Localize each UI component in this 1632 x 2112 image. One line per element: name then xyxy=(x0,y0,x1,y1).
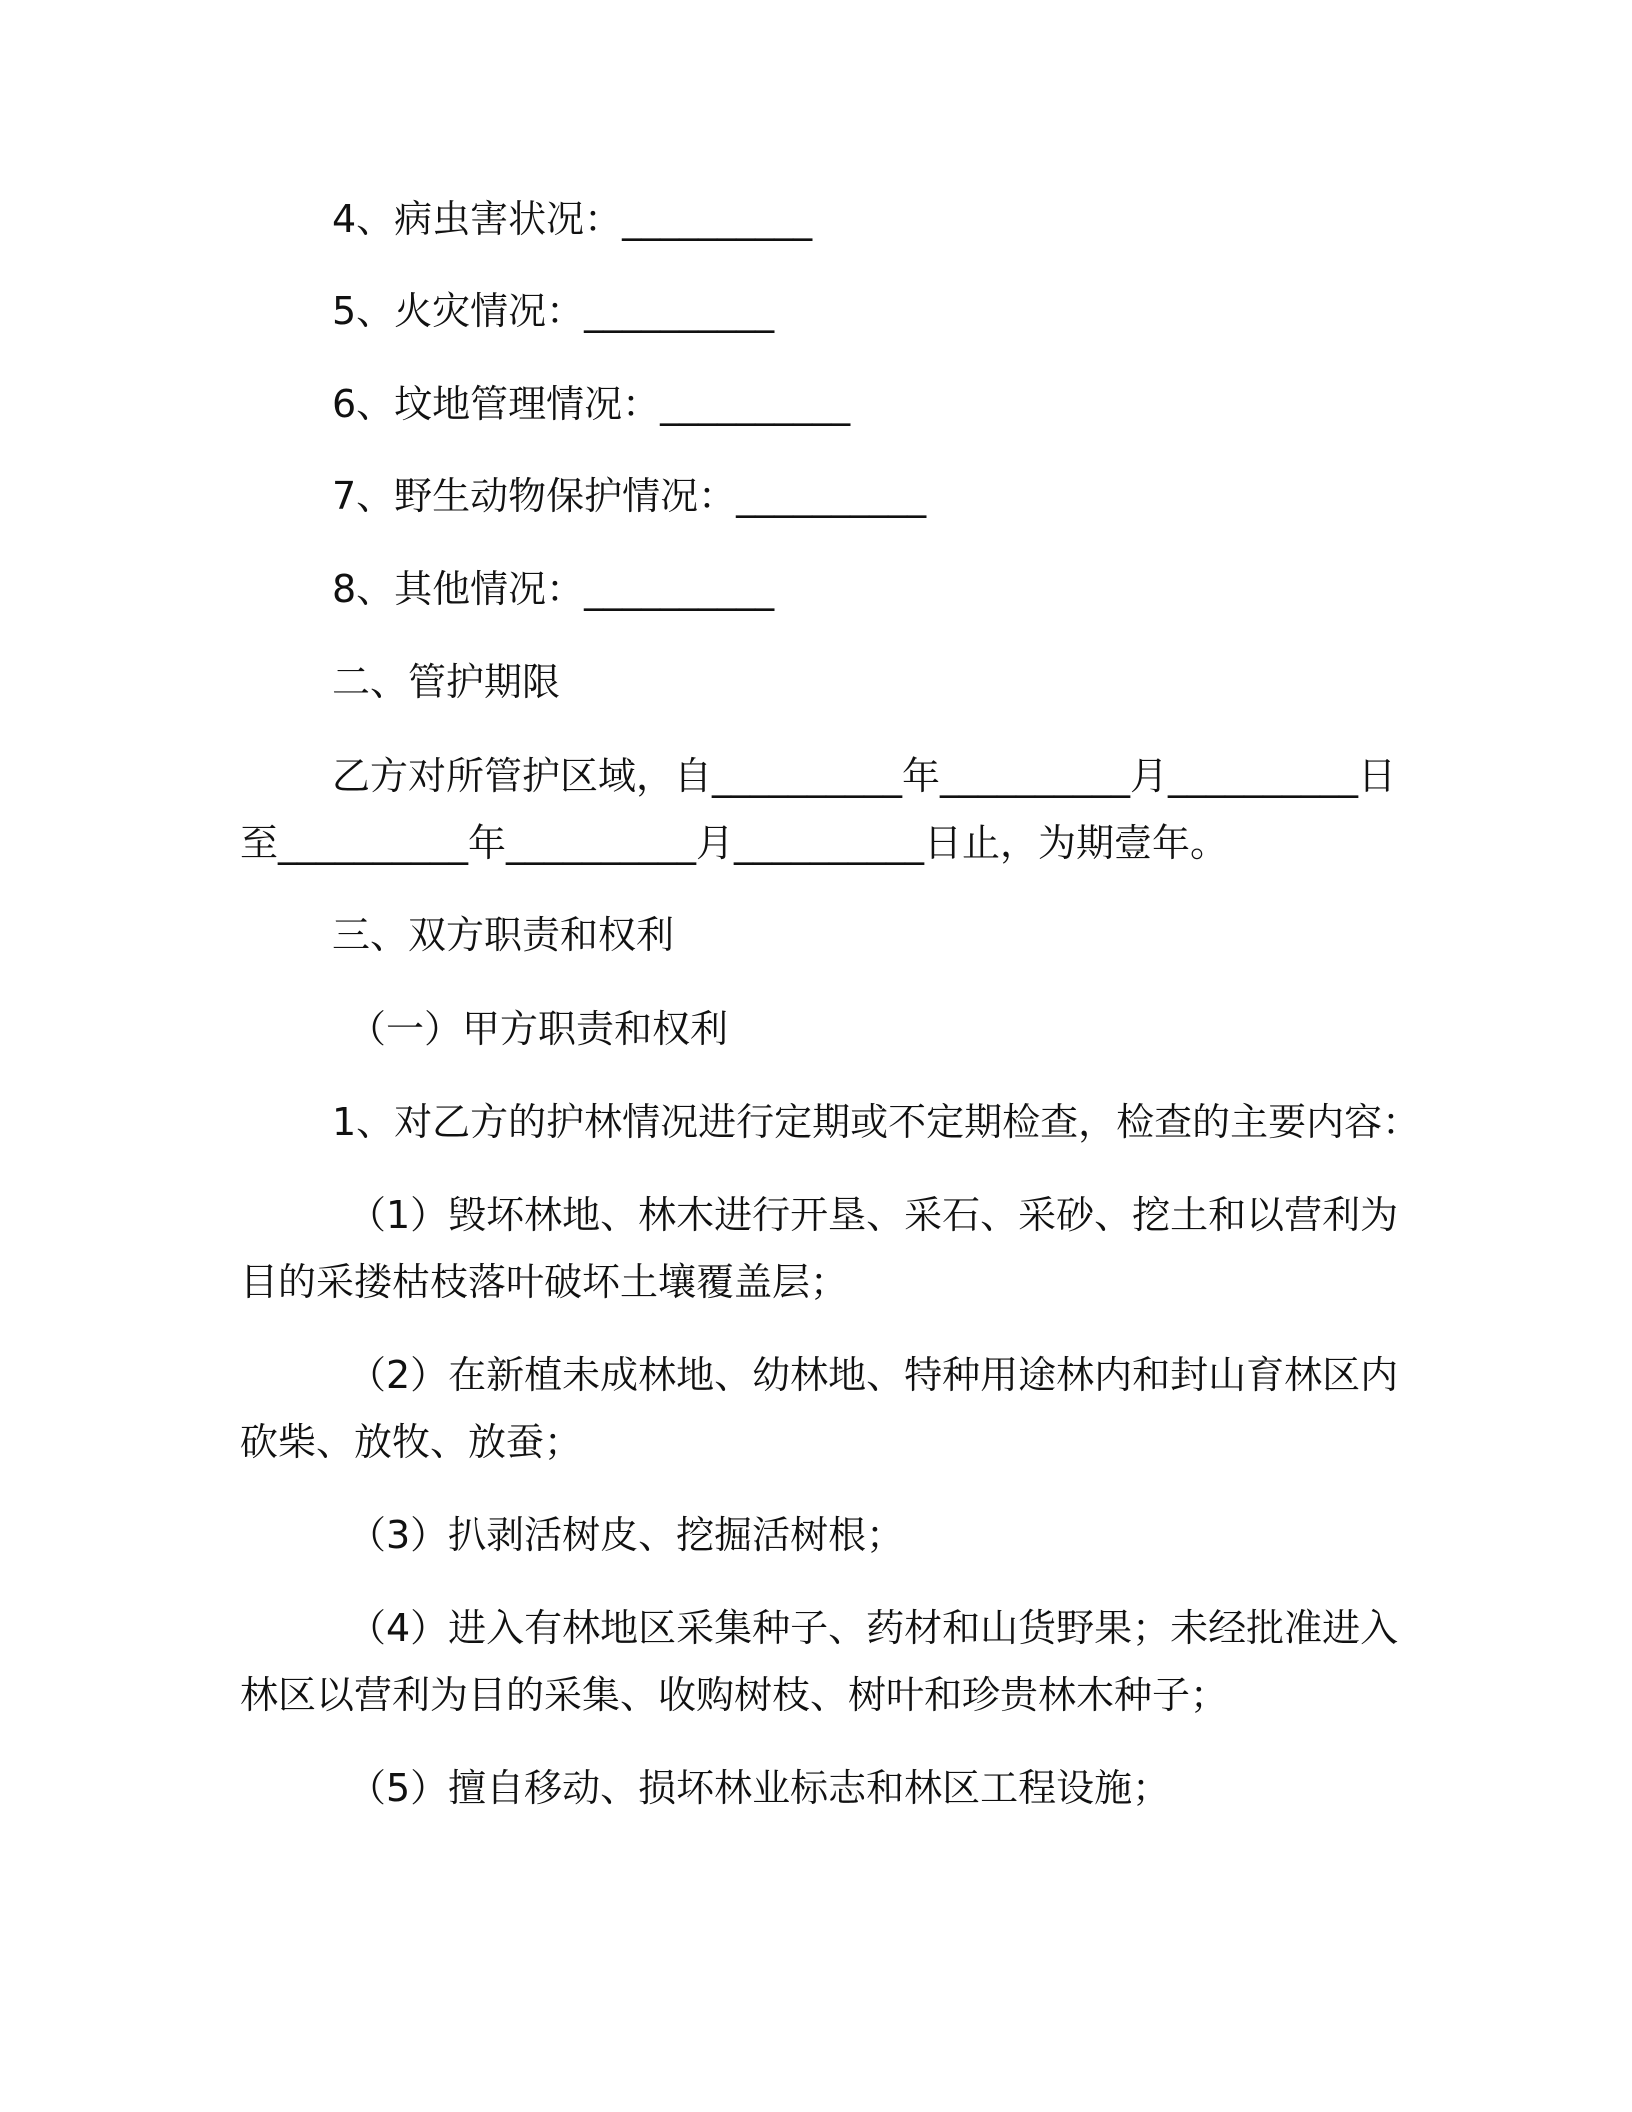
check-item-1-line-1: （1）毁坏林地、林木进行开垦、采石、采砂、挖土和以营利为 xyxy=(348,1193,1399,1237)
check-item-2-line-2: 砍柴、放牧、放蚕； xyxy=(240,1420,583,1464)
term-paragraph-line-1: 乙方对所管护区域，自__________年__________月__________日 xyxy=(332,754,1397,798)
item-pest-status: 4、病虫害状况：__________ xyxy=(332,197,813,241)
item-other-status: 8、其他情况：__________ xyxy=(332,567,775,611)
subsection-heading-party-a: （一）甲方职责和权利 xyxy=(348,1007,729,1051)
check-item-4-line-2: 林区以营利为目的采集、收购树枝、树叶和珍贵林木种子； xyxy=(240,1673,1229,1717)
term-paragraph-line-2: 至__________年__________月__________日止，为期壹年。 xyxy=(240,821,1229,865)
check-item-5: （5）擅自移动、损坏林业标志和林区工程设施； xyxy=(348,1766,1171,1810)
check-item-3: （3）扒剥活树皮、挖掘活树根； xyxy=(348,1513,905,1557)
check-item-1-line-2: 目的采搂枯枝落叶破坏土壤覆盖层； xyxy=(240,1260,849,1304)
item-wildlife-protection: 7、野生动物保护情况：__________ xyxy=(332,474,927,518)
duty-item-1: 1、对乙方的护林情况进行定期或不定期检查，检查的主要内容： xyxy=(332,1100,1421,1144)
check-item-4-line-1: （4）进入有林地区采集种子、药材和山货野果；未经批准进入 xyxy=(348,1606,1399,1650)
check-item-2-line-1: （2）在新植未成林地、幼林地、特种用途林内和封山育林区内 xyxy=(348,1353,1399,1397)
item-fire-status: 5、火灾情况：__________ xyxy=(332,289,775,333)
section-heading-term: 二、管护期限 xyxy=(332,660,561,704)
section-heading-duties: 三、双方职责和权利 xyxy=(332,913,675,957)
item-grave-management: 6、坟地管理情况：__________ xyxy=(332,382,851,426)
